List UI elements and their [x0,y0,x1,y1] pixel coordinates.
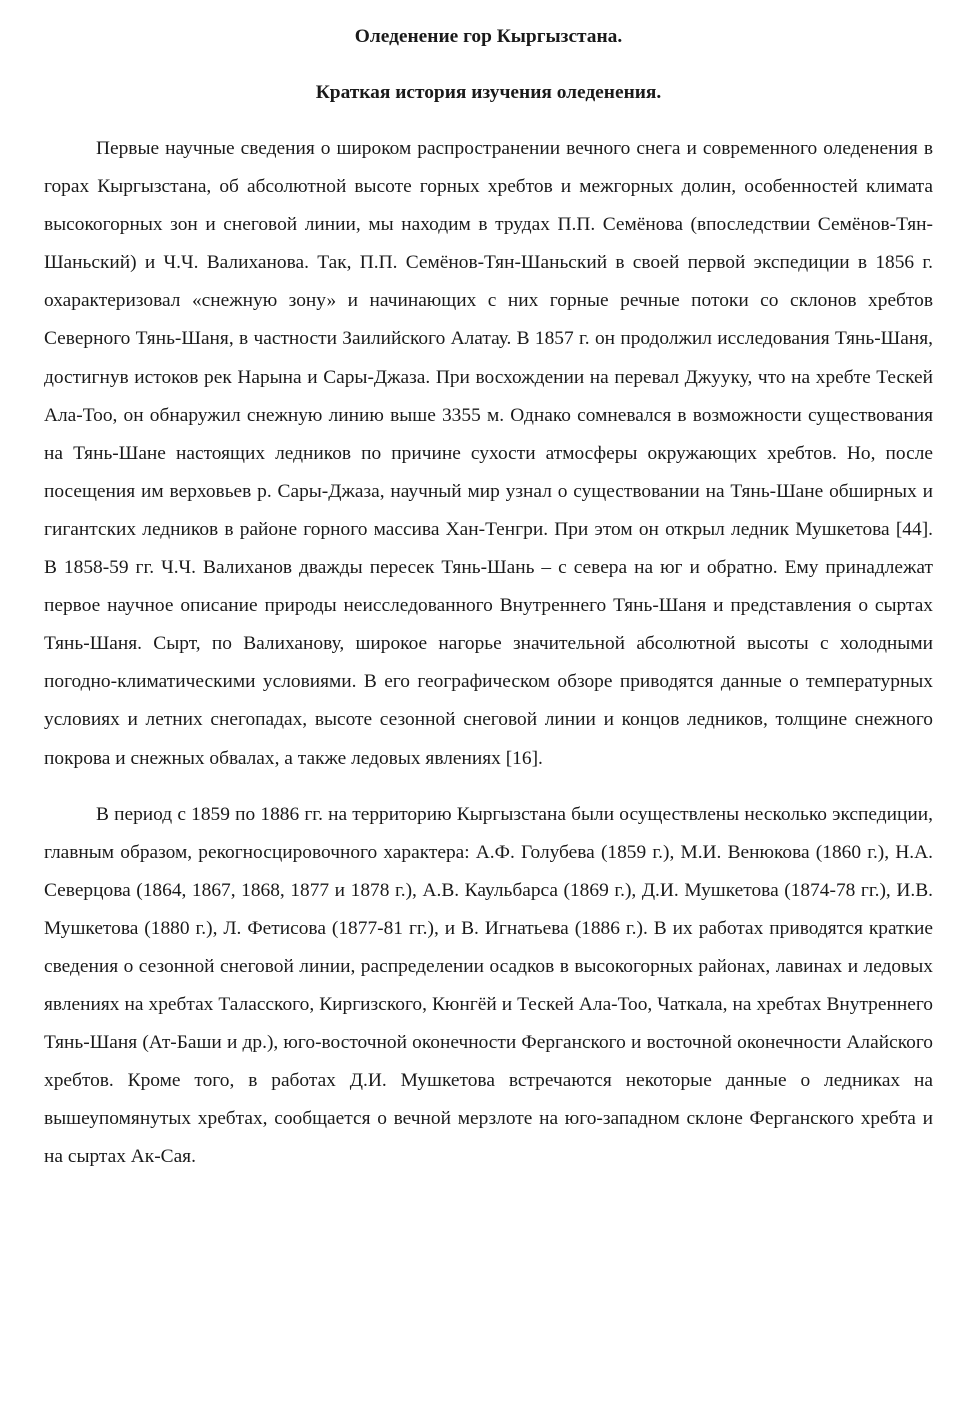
document-page [44,18,933,1177]
document-title: Оледенение гор Кыргызстана. [354,26,623,47]
paragraph-1: Первые научные сведения о широком распространении вечного снега и современного оледенения в горах Кыргызстана, об абсолютной высоте горных хребтов и межгорных долин, особенностей климата высокогорных зон и снеговой линии, мы находим в трудах П.П. Семёнова (впоследствии Семёнов-Тян-Шаньский) и Ч.Ч. Валиханова. Так, П.П. Семёнов-Тян-Шаньский в своей первой экспедиции в 1856 г. охарактеризовал «снежную зону» и начинающих с них горные речные потоки со склонов хребтов Северного Тянь-Шаня, в частности Заилийского Алатау. В 1857 г. он продолжил исследования Тянь-Шаня, достигнув истоков рек Нарына и Сары-Джаза. При восхождении на перевал Джууку, что на хребте Тескей Ала-Тоо, он обнаружил снежную линию выше 3355 м. Однако сомневался в возможности существования на Тянь-Шане настоящих ледников по причине сухости атмосферы окружающих хребтов. Но, после посещения им верховьев р. Сары-Джаза, научный мир узнал о существовании на Тянь-Шане обширных и гигантских ледников в районе горного массива Хан-Тенгри. При этом он открыл ледник Мушкетова [44]. В 1858-59 гг. Ч.Ч. Валиханов дважды пересек Тянь-Шань – с севера на юг и обратно. Ему принадлежат первое научное описание природы неисследованного Внутреннего Тянь-Шаня и представления о сыртах Тянь-Шаня. Сырт, по Валиханову, широкое нагорье значительной абсолютной высоты с холодными погодно-климатическими условиями. В его географическом обзоре приводятся данные о температурных условиях и летних снегопадах, высоте сезонной снеговой линии и концов ледников, толщине снежного покрова и снежных обвалах, а также ледовых явлениях [16]. [44,138,933,769]
paragraph-2: В период с 1859 по 1886 гг. на территорию Кыргызстана были осуществлены несколько экспедиции, главным образом, рекогносцировочного характера: А.Ф. Голубева (1859 г.), М.И. Венюкова (1860 г.), Н.А. Северцова (1864, 1867, 1868, 1877 и 1878 г.), А.В. Каульбарса (1869 г.), Д.И. Мушкетова (1874-78 гг.), И.В. Мушкетова (1880 г.), Л. Фетисова (1877-81 гг.), и В. Игнатьева (1886 г.). В их работах приводятся краткие сведения о сезонной снеговой линии, распределении осадков в высокогорных районах, лавинах и ледовых явлениях на хребтах Таласского, Киргизского, Кюнгёй и Тескей Ала-Тоо, Чаткала, на хребтах Внутреннего Тянь-Шаня (Ат-Баши и др.), юго-восточной оконечности Ферганского и восточной оконечности Алайского хребтов. Кроме того, в работах Д.И. Мушкетова встречаются некоторые данные о ледниках на вышеупомянутых хребтах, сообщается о вечной мерзлоте на юго-западном склоне Ферганского хребта и на сыртах Ак-Сая. [44,803,933,1168]
section-heading: Краткая история изучения оледенения. [315,82,662,103]
